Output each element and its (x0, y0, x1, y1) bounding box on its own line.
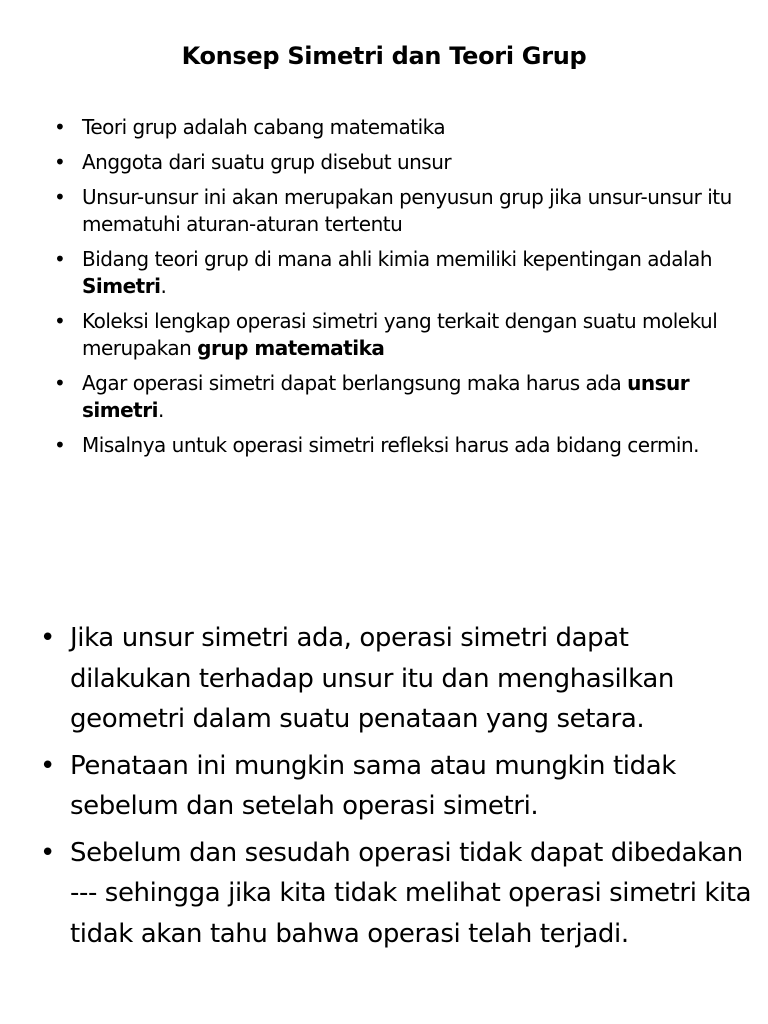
bullet-dot: • (54, 185, 66, 209)
bullet-text: Penataan ini mungkin sama atau mungkin tidak sebelum dan setelah operasi simetri. (70, 750, 676, 821)
bullet-bold-text: grup matematika (197, 336, 385, 360)
bullet-dot: • (40, 837, 55, 868)
bullet-item (54, 114, 754, 141)
bullet-item (54, 370, 754, 424)
bullet-item (54, 432, 754, 459)
bullet-bold-text: unsur simetri (82, 371, 690, 422)
bullet-dot: • (54, 115, 66, 139)
bullet-dot: • (40, 750, 55, 781)
bullet-dot: • (54, 433, 66, 457)
bullet-text: Agar operasi simetri dapat berlangsung maka harus ada (82, 371, 628, 395)
bullet-text: Bidang teori grup di mana ahli kimia memiliki kepentingan adalah (82, 247, 712, 271)
bullet-text: Sebelum dan sesudah operasi tidak dapat dibedakan --- sehingga jika kita tidak melihat operasi simetri kita tidak akan tahu bahwa operasi telah terjadi. (70, 837, 752, 949)
bullet-item (40, 833, 752, 955)
bullet-text-after: . (160, 274, 167, 298)
bullet-dot: • (54, 371, 66, 395)
bullet-text: Anggota dari suatu grup disebut unsur (82, 150, 452, 174)
bullet-dot: • (54, 150, 66, 174)
bullet-item (40, 618, 752, 740)
slide-bottom (0, 512, 768, 1024)
slide-title: Konsep Simetri dan Teori Grup (181, 42, 587, 70)
bullet-text: Jika unsur simetri ada, operasi simetri dapat dilakukan terhadap unsur itu dan menghasilkan geometri dalam suatu penataan yang setara. (70, 623, 674, 734)
bullet-text: Unsur-unsur ini akan merupakan penyusun grup jika unsur-unsur itu mematuhi aturan-aturan tertentu (82, 185, 732, 236)
bullet-dot: • (54, 247, 66, 271)
bullet-dot: • (40, 623, 55, 653)
bullet-item (40, 746, 752, 827)
bullet-item (54, 246, 754, 300)
bullet-text-after: . (157, 398, 164, 422)
bullet-bold-text: Simetri (82, 274, 161, 298)
bullet-dot: • (54, 309, 66, 333)
bullet-text: Misalnya untuk operasi simetri refleksi harus ada bidang cermin. (82, 433, 700, 457)
bullet-item (54, 184, 754, 238)
bullet-text: Teori grup adalah cabang matematika (82, 115, 446, 139)
bullet-item (54, 149, 754, 176)
bullet-text: Koleksi lengkap operasi simetri yang terkait dengan suatu molekul merupakan (82, 309, 718, 360)
bullet-list-bottom (40, 618, 752, 960)
bullet-list-top (54, 114, 754, 467)
bullet-item (54, 308, 754, 362)
